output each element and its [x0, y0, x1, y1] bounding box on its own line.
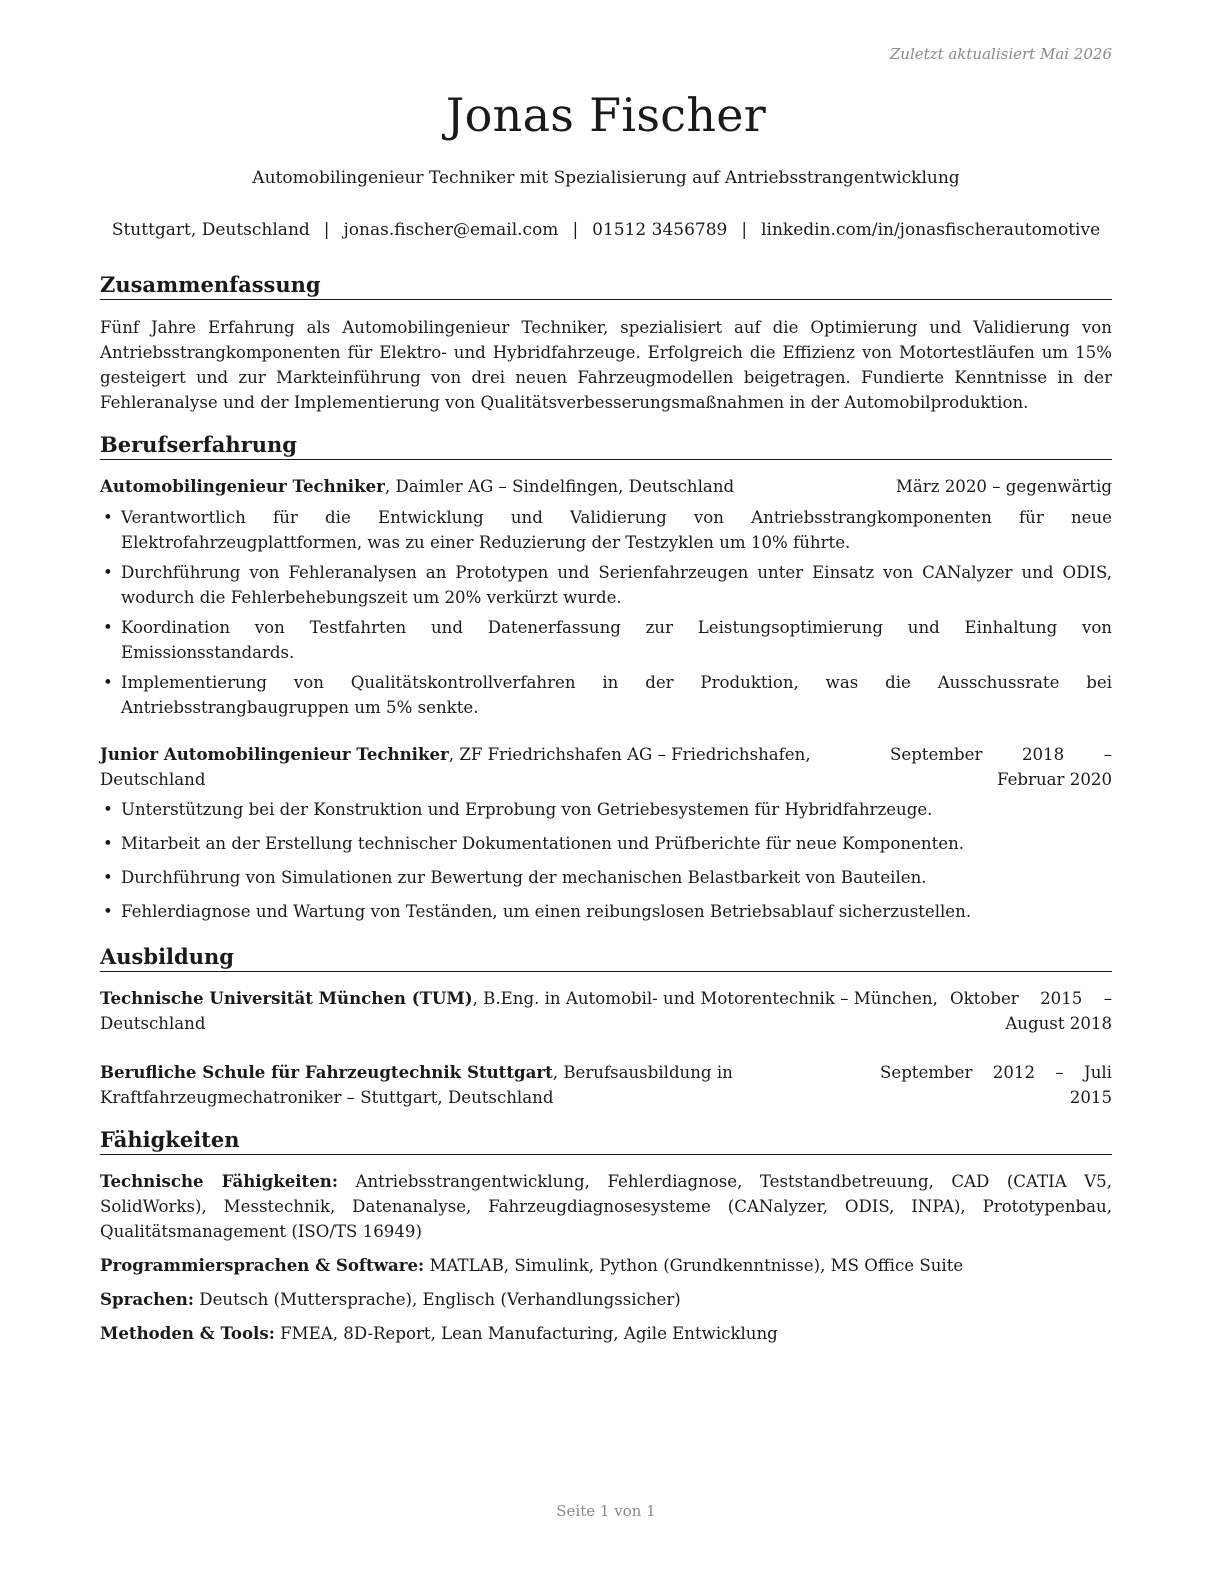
education-entry: [100, 1060, 1112, 1110]
page-number: Seite 1 von 1: [556, 1502, 656, 1520]
skill-value: Antriebsstrangentwicklung, Fehlerdiagnose, Teststandbetreuung, CAD (CATIA V5, SolidWorks), Messtechnik, Datenanalyse, Fahrzeugdiagnosesysteme (CANalyzer, ODIS, INPA), Prototypenbau, Qualitätsmanagement (ISO/TS 16949): [100, 1172, 1113, 1241]
section-title-skills: Fähigkeiten: [100, 1127, 1112, 1155]
skill-line: [100, 1169, 1112, 1244]
job-org: , Daimler AG – Sindelfingen, Deutschland: [384, 477, 735, 496]
candidate-subtitle: Automobilingenieur Techniker mit Spezialisierung auf Antriebsstrangentwicklung: [252, 168, 960, 188]
contact-phone: 01512 3456789: [592, 220, 728, 240]
contact-line: [100, 220, 1112, 240]
list-item: • Durchführung von Simulationen zur Bewertung der mechanischen Belastbarkeit von Bauteilen.: [100, 865, 1112, 890]
school-detail: , B.Eng. in Automobil- und Motorentechnik – München, Deutschland: [100, 989, 938, 1033]
list-item: • Unterstützung bei der Konstruktion und Erprobung von Getriebesystemen für Hybridfahrzeuge.: [100, 797, 1112, 822]
contact-email[interactable]: jonas.fischer@email.com: [343, 220, 559, 240]
education-dates: Oktober 2015 – August 2018: [950, 989, 1112, 1033]
section-title-experience: Berufserfahrung: [100, 432, 1112, 460]
job-header: [100, 742, 1112, 792]
school-name: Technische Universität München (TUM): [100, 988, 473, 1008]
list-item: • Durchführung von Fehleranalysen an Prototypen und Serienfahrzeugen unter Einsatz von CANalyzer und ODIS, wodurch die Fehlerbehebungszeit um 20% verkürzt wurde.: [100, 560, 1112, 610]
list-item: • Mitarbeit an der Erstellung technischer Dokumentationen und Prüfberichte für neue Komponenten.: [100, 831, 1112, 856]
job-header: [100, 474, 1112, 499]
contact-location: Stuttgart, Deutschland: [111, 220, 310, 240]
skill-label: Programmiersprachen & Software:: [100, 1255, 425, 1275]
skill-value: FMEA, 8D-Report, Lean Manufacturing, Agile Entwicklung: [274, 1324, 778, 1343]
job-org: , ZF Friedrichshafen AG – Friedrichshafen, Deutschland: [100, 745, 811, 789]
contact-linkedin[interactable]: linkedin.com/in/jonasfischerautomotive: [761, 220, 1101, 240]
job-role: Automobilingenieur Techniker: [100, 476, 385, 496]
list-item: • Koordination von Testfahrten und Datenerfassung zur Leistungsoptimierung und Einhaltung von Emissionsstandards.: [100, 615, 1112, 665]
skill-line: [100, 1253, 1112, 1278]
skill-value: MATLAB, Simulink, Python (Grundkenntnisse), MS Office Suite: [424, 1256, 964, 1275]
candidate-name: Jonas Fischer: [445, 88, 767, 142]
job-role: Junior Automobilingenieur Techniker: [100, 744, 449, 764]
section-title-education: Ausbildung: [100, 944, 1112, 972]
skill-label: Methoden & Tools:: [100, 1323, 275, 1343]
skill-line: [100, 1287, 1112, 1312]
list-item: • Fehlerdiagnose und Wartung von Teständen, um einen reibungslosen Betriebsablauf sicherzustellen.: [100, 899, 1112, 924]
job-dates: März 2020 – gegenwärtig: [895, 477, 1112, 496]
contact-separator: |: [323, 220, 330, 240]
job-dates: September 2018 – Februar 2020: [890, 745, 1112, 789]
school-name: Berufliche Schule für Fahrzeugtechnik Stuttgart: [100, 1062, 553, 1082]
education-entry: [100, 986, 1112, 1036]
job-bullets: [100, 505, 1112, 720]
list-item: • Implementierung von Qualitätskontrollverfahren in der Produktion, was die Ausschussrate bei Antriebsstrangbaugruppen um 5% senkte.: [100, 670, 1112, 720]
resume-page: [100, 0, 1112, 1584]
list-item: • Verantwortlich für die Entwicklung und Validierung von Antriebsstrangkomponenten für neue Elektrofahrzeugplattformen, was zu einer Reduzierung der Testzyklen um 10% führte.: [100, 505, 1112, 555]
summary-text: Fünf Jahre Erfahrung als Automobilingenieur Techniker, spezialisiert auf die Optimierung und Validierung von Antriebsstrangkomponenten für Elektro- und Hybridfahrzeuge. Erfolgreich die Effizienz von Motortestläufen um 15% gesteigert und zur Markteinführung von drei neuen Fahrzeugmodellen beigetragen. Fundierte Kenntnisse in der Fehleranalyse und der Implementierung von Qualitätsverbesserungsmaßnahmen in der Automobilproduktion.: [100, 318, 1112, 412]
last-updated: Zuletzt aktualisiert Mai 2026: [889, 45, 1112, 63]
skill-label: Sprachen:: [100, 1289, 194, 1309]
contact-separator: |: [572, 220, 579, 240]
skill-value: Deutsch (Muttersprache), Englisch (Verhandlungssicher): [194, 1290, 681, 1309]
job-bullets: [100, 797, 1112, 924]
school-detail: , Berufsausbildung in Kraftfahrzeugmechatroniker – Stuttgart, Deutschland: [100, 1063, 733, 1107]
education-dates: September 2012 – Juli 2015: [880, 1063, 1112, 1107]
skill-line: [100, 1321, 1112, 1346]
contact-separator: |: [741, 220, 748, 240]
section-title-summary: Zusammenfassung: [100, 272, 1112, 300]
skill-label: Technische Fähigkeiten:: [100, 1171, 338, 1191]
